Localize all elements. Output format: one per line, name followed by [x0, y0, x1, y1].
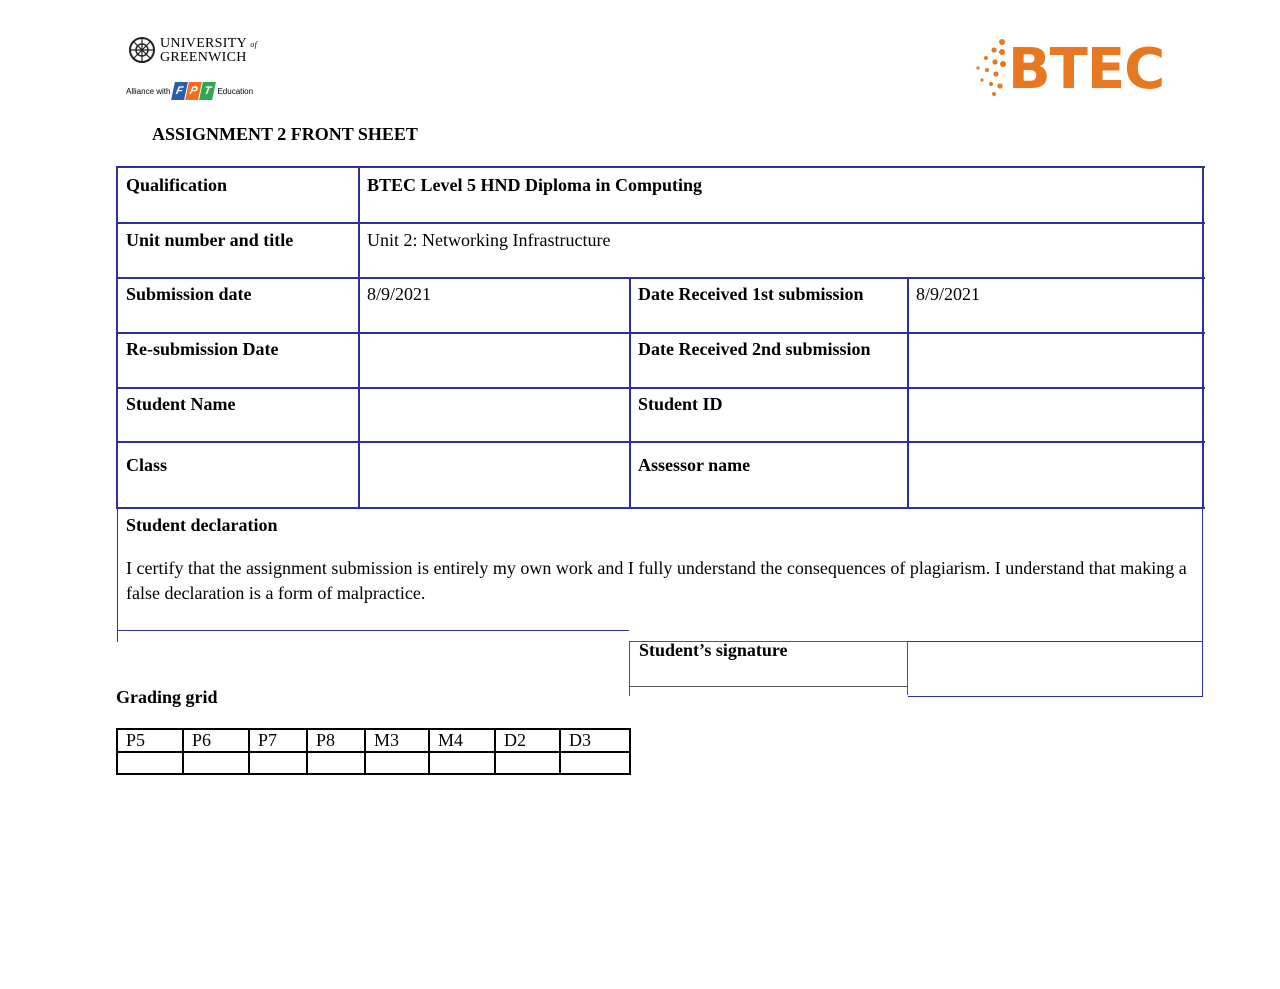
table-border-top — [116, 166, 1205, 168]
grade-cell-p5[interactable] — [117, 752, 183, 774]
grade-cell-m3[interactable] — [365, 752, 429, 774]
student-declaration-label: Student declaration — [126, 515, 278, 535]
date-received-2-label: Date Received 2nd submission — [638, 339, 871, 359]
grading-value-row — [117, 752, 630, 774]
grade-cell-d3[interactable] — [560, 752, 630, 774]
signature-box-bottom — [908, 696, 1203, 697]
fpt-logo: F P T — [173, 82, 214, 100]
alliance-text: Alliance with — [126, 86, 171, 96]
date-received-1-value: 8/9/2021 — [916, 284, 981, 304]
row-divider — [116, 222, 1205, 224]
unit-label: Unit number and title — [126, 230, 294, 250]
row-divider — [116, 277, 1205, 279]
qualification-value: BTEC Level 5 HND Diploma in Computing — [367, 175, 703, 195]
signature-label-bottom — [629, 686, 908, 687]
class-label: Class — [126, 455, 168, 475]
btec-logo-text: BTEC — [1008, 37, 1165, 102]
student-name-label: Student Name — [126, 394, 236, 414]
row-divider — [116, 507, 1205, 509]
grade-cell-p6[interactable] — [183, 752, 249, 774]
student-id-label: Student ID — [638, 394, 723, 414]
grading-grid — [116, 728, 631, 775]
grade-header-p6: P6 — [183, 729, 249, 752]
declaration-bottom — [117, 630, 629, 631]
grade-cell-d2[interactable] — [495, 752, 560, 774]
table-border-right — [1202, 166, 1204, 508]
declaration-border-right — [1202, 508, 1203, 697]
row-divider — [116, 387, 1205, 389]
grade-header-d2: D2 — [495, 729, 560, 752]
fpt-alliance-logo — [126, 81, 253, 101]
resubmission-date-label: Re-submission Date — [126, 339, 279, 359]
grade-cell-m4[interactable] — [429, 752, 495, 774]
grade-header-p7: P7 — [249, 729, 307, 752]
row-divider — [116, 332, 1205, 334]
education-text: Education — [217, 86, 254, 96]
student-signature-label: Student’s signature — [639, 640, 788, 660]
grade-header-p8: P8 — [307, 729, 365, 752]
col-divider — [358, 166, 360, 508]
assessor-name-label: Assessor name — [638, 455, 751, 475]
university-name: UNIVERSITY of GREENWICH — [160, 36, 258, 65]
col-divider — [907, 277, 909, 508]
qualification-label: Qualification — [126, 175, 228, 195]
grade-header-m4: M4 — [429, 729, 495, 752]
grade-header-p5: P5 — [117, 729, 183, 752]
grade-header-m3: M3 — [365, 729, 429, 752]
sheet-title: ASSIGNMENT 2 FRONT SHEET — [152, 124, 418, 144]
col-divider — [629, 277, 631, 508]
submission-date-value: 8/9/2021 — [367, 284, 432, 304]
unit-value: Unit 2: Networking Infrastructure — [367, 230, 611, 250]
grade-cell-p8[interactable] — [307, 752, 365, 774]
grade-cell-p7[interactable] — [249, 752, 307, 774]
declaration-border-left — [117, 508, 118, 642]
declaration-text: I certify that the assignment submission is entirely my own work and I fully understand the consequences of plagiarism. I understand that making a false declaration is a form of malpractice. — [126, 558, 1187, 603]
submission-date-label: Submission date — [126, 284, 252, 304]
grade-header-d3: D3 — [560, 729, 630, 752]
signature-left-border — [629, 641, 630, 696]
signature-top-right — [908, 641, 1203, 642]
date-received-1-label: Date Received 1st submission — [638, 284, 864, 304]
grading-header-row — [117, 729, 630, 752]
table-border-left — [116, 166, 118, 508]
row-divider — [116, 441, 1205, 443]
grading-grid-title: Grading grid — [116, 687, 218, 707]
